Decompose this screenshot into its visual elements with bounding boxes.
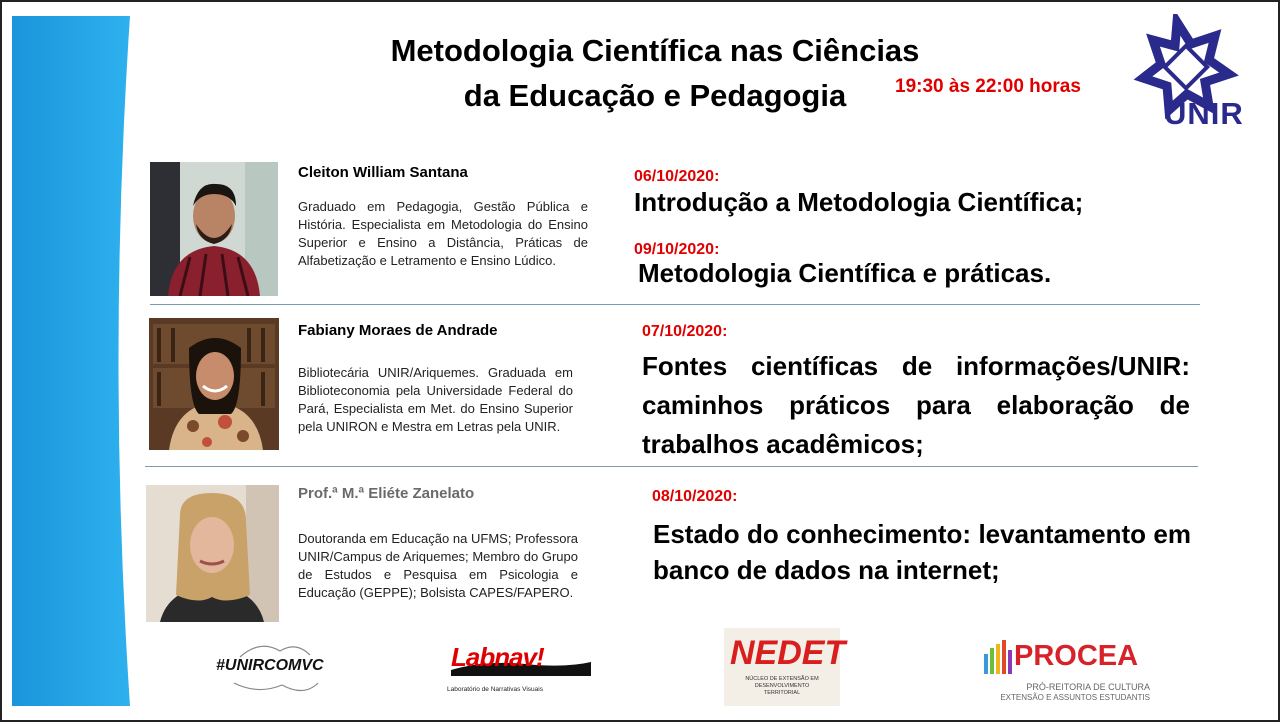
speaker-bio: Graduado em Pedagogia, Gestão Pública e História. Especialista em Metodologia do Ensino Superior e Ensino a Distância, Práticas de Alfabetização e Letramento e Ensino Lúdico.	[298, 199, 588, 268]
speaker-name: Prof.ª M.ª Eliéte Zanelato	[298, 485, 475, 502]
labnav-title: Labnav!	[451, 642, 544, 672]
speaker-photo	[150, 162, 278, 296]
page-title	[300, 28, 1010, 118]
session-topic: Metodologia Científica e práticas.	[638, 258, 1052, 288]
unircomvc-logo	[210, 637, 340, 699]
procea-logo	[984, 636, 1154, 704]
nedet-subtitle: NÚCLEO DE EXTENSÃO EM DESENVOLVIMENTO TERRITORIAL	[745, 676, 819, 696]
procea-bars-icon	[984, 640, 1012, 674]
title-line-2: da Educação e Pedagogia	[463, 78, 847, 113]
procea-subtitle-1: PRÓ-REITORIA DE CULTURA	[1026, 682, 1150, 692]
speaker-photo	[146, 485, 279, 622]
labnav-logo	[445, 636, 595, 700]
procea-subtitle-2: EXTENSÃO E ASSUNTOS ESTUDANTIS	[1000, 693, 1150, 702]
session-date: 07/10/2020:	[642, 323, 728, 340]
row-divider	[145, 466, 1198, 467]
decorative-blue-bar	[12, 16, 132, 706]
speaker-name: Cleiton William Santana	[298, 164, 468, 181]
labnav-subtitle: Laboratório de Narrativas Visuais	[447, 686, 543, 693]
row-divider	[150, 304, 1200, 305]
speaker-bio: Bibliotecária UNIR/Ariquemes. Graduada em Biblioteconomia pela Universidade Federal do Pará, Especialista em Met. do Ensino Superior pela UNIRON e Mestra em Letras pela UNIR.	[298, 365, 573, 434]
session-date: 08/10/2020:	[652, 488, 738, 505]
speaker-bio: Doutoranda em Educação na UFMS; Professora UNIR/Campus de Ariquemes; Membro do Grupo de Estudos e Pesquisa em Psicologia e Educação (GEPPE); Bolsista CAPES/FAPERO.	[298, 531, 578, 600]
procea-title: PROCEA	[1014, 640, 1139, 672]
speaker-photo	[149, 318, 279, 450]
session-time: 19:30 às 22:00 horas	[895, 76, 1081, 97]
hashtag-text: #UNIRCOMVC	[216, 657, 324, 674]
session-topic: Estado do conhecimento: levantamento em banco de dados na internet;	[653, 519, 1191, 585]
title-line-1: Metodologia Científica nas Ciências	[390, 33, 920, 68]
session-topic: Fontes científicas de informações/UNIR: caminhos práticos para elaboração de trabalhos acadêmicos;	[642, 351, 1190, 459]
frame-left	[0, 0, 2, 722]
session-date: 09/10/2020:	[634, 241, 720, 258]
session-topic: Introdução a Metodologia Científica;	[634, 187, 1084, 217]
frame-top	[0, 0, 1280, 2]
session-date: 06/10/2020:	[634, 168, 720, 185]
speaker-name: Fabiany Moraes de Andrade	[298, 322, 498, 339]
unir-logo-text: UNIR	[1164, 96, 1244, 131]
nedet-logo	[724, 628, 846, 706]
nedet-title: NEDET	[730, 634, 846, 672]
